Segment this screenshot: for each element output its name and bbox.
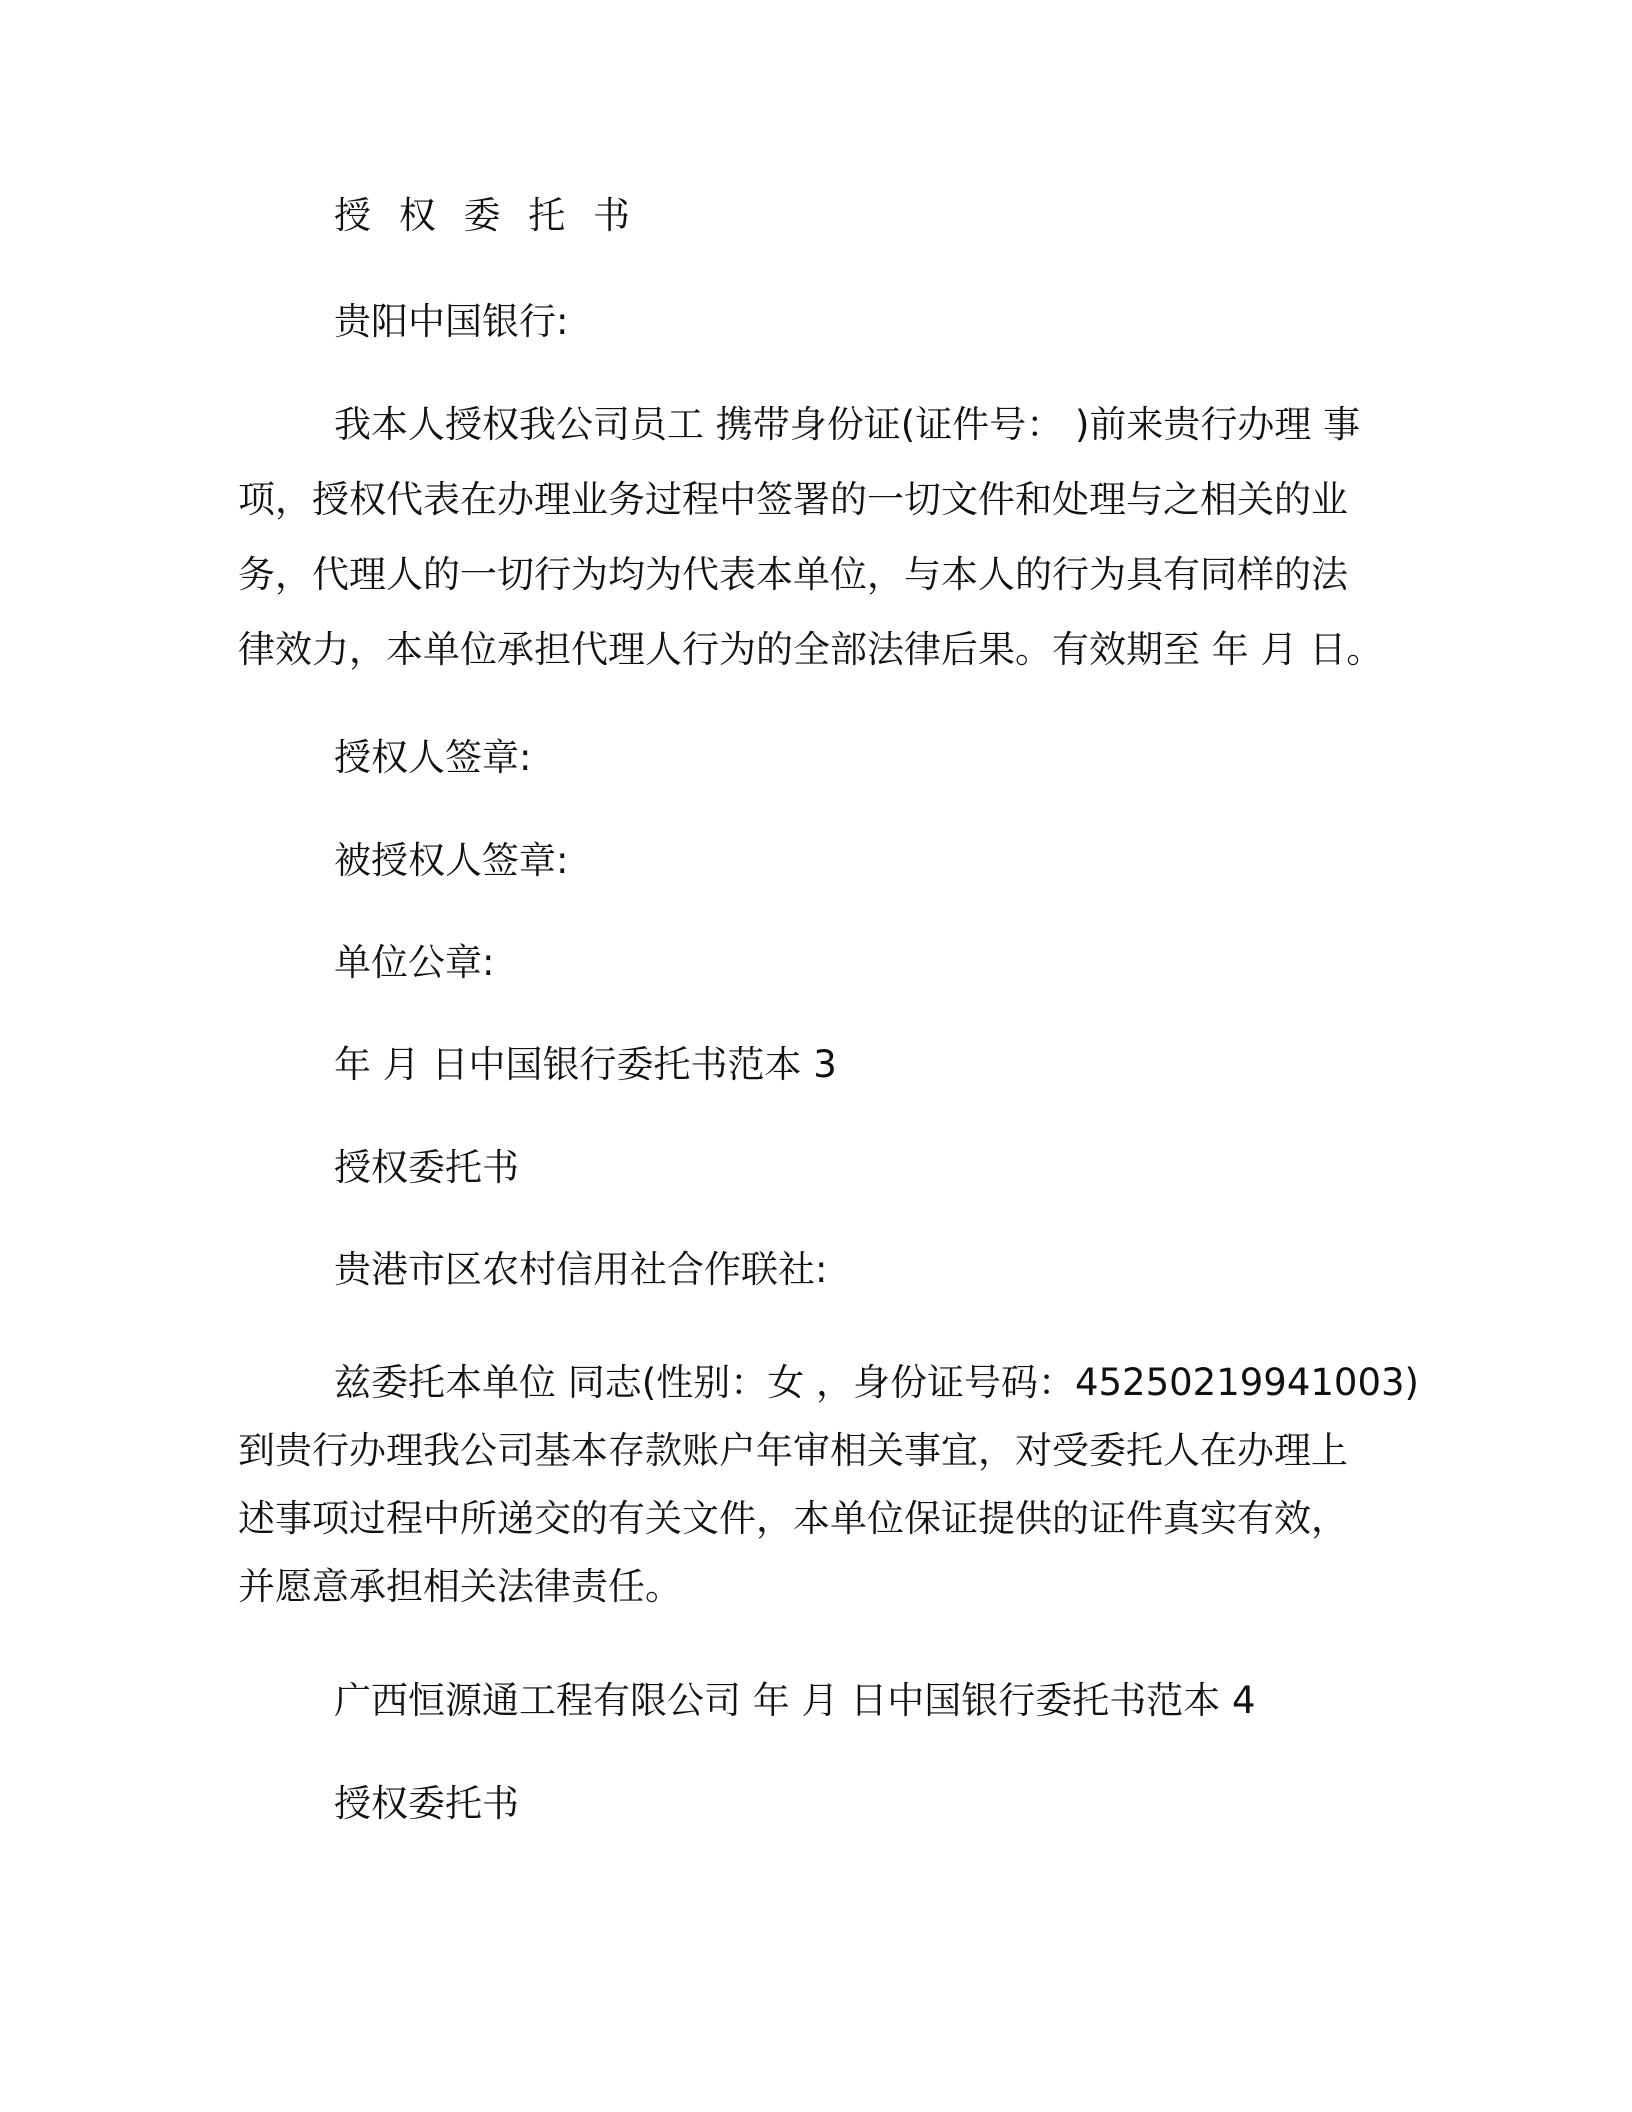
section2-addressee: 贵港市区农村信用社合作联社: [334, 1248, 828, 1291]
section2-closing: 广西恒源通工程有限公司 年 月 日中国银行委托书范本 4 [334, 1679, 1256, 1722]
authorizer-signature-label: 授权人签章: [334, 736, 532, 779]
section1-date-and-next-title: 年 月 日中国银行委托书范本 3 [334, 1043, 837, 1086]
section1-paragraph-line-3: 务，代理人的一切行为均为代表本单位，与本人的行为具有同样的法 [238, 553, 1348, 596]
section1-paragraph-line-4: 律效力，本单位承担代理人行为的全部法律后果。有效期至 年 月 日。 [238, 628, 1384, 671]
section2-paragraph-line-1: 兹委托本单位 同志(性别：女 ，身份证号码：45250219941003) [334, 1361, 1419, 1404]
unit-seal-label: 单位公章: [334, 941, 495, 984]
section1-title: 授 权 委 托 书 [334, 194, 639, 237]
section2-paragraph-line-2: 到贵行办理我公司基本存款账户年审相关事宜，对受委托人在办理上 [238, 1429, 1348, 1472]
section2-paragraph-line-4: 并愿意承担相关法律责任。 [238, 1565, 682, 1608]
section1-addressee: 贵阳中国银行: [334, 300, 569, 343]
section2-title: 授权委托书 [334, 1146, 519, 1189]
section1-paragraph-line-2: 项，授权代表在办理业务过程中签署的一切文件和处理与之相关的业 [238, 478, 1348, 521]
authorized-person-signature-label: 被授权人签章: [334, 839, 569, 882]
section3-title: 授权委托书 [334, 1782, 519, 1825]
section1-paragraph-line-1: 我本人授权我公司员工 携带身份证(证件号： )前来贵行办理 事 [334, 403, 1361, 446]
section2-paragraph-line-3: 述事项过程中所递交的有关文件，本单位保证提供的证件真实有效， [238, 1497, 1348, 1540]
